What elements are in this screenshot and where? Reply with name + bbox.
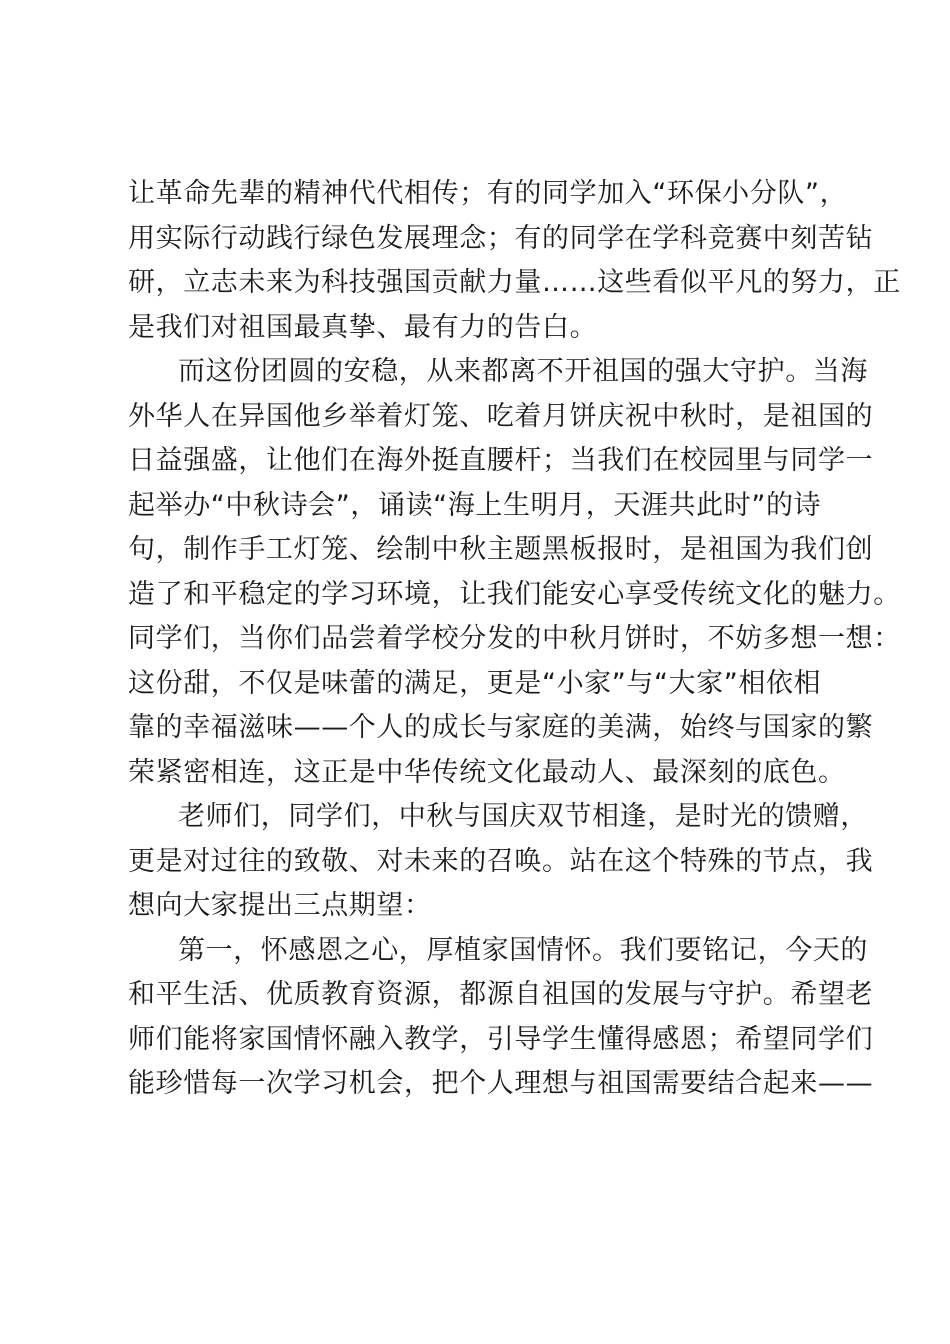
text-line: 这份甜，不仅是味蕾的满足，更是“小家”与“大家”相依相 <box>128 667 822 699</box>
text-line: 研，立志未来为科技强国贡献力量……这些看似平凡的努力，正 <box>128 267 901 298</box>
text-line: 让革命先辈的精神代代相传；有的同学加入“环保小分队”， <box>128 178 848 209</box>
text-line: 日益强盛，让他们在海外挺直腰杆；当我们在校园里与同学一 <box>128 445 874 476</box>
paragraph <box>128 929 874 1107</box>
text-line: 外华人在异国他乡举着灯笼、吃着月饼庆祝中秋时，是祖国的 <box>128 400 874 432</box>
paragraph <box>128 795 874 929</box>
text-line: 用实际行动践行绿色发展理念；有的同学在学科竞赛中刻苦钻 <box>128 222 874 254</box>
paragraph <box>128 350 901 795</box>
body-text <box>128 172 901 1107</box>
text-line: 和平生活、优质教育资源，都源自祖国的发展与守护。希望老 <box>128 979 874 1010</box>
text-line: 同学们，当你们品尝着学校分发的中秋月饼时，不妨多想一想： <box>128 623 901 654</box>
text-line: 师们能将家国情怀融入教学，引导学生懂得感恩；希望同学们 <box>128 1023 874 1055</box>
text-line: 更是对过往的致敬、对未来的召唤。站在这个特殊的节点，我 <box>128 845 874 877</box>
text-line: 造了和平稳定的学习环境，让我们能安心享受传统文化的魅力。 <box>128 578 901 610</box>
text-line: 能珍惜每一次学习机会，把个人理想与祖国需要结合起来—— <box>128 1068 874 1099</box>
paragraph <box>128 172 901 350</box>
text-line: 想向大家提出三点期望： <box>128 890 432 921</box>
text-line: 是我们对祖国最真挚、最有力的告白。 <box>128 311 598 343</box>
text-line: 而这份团圆的安稳，从来都离不开祖国的强大守护。当海 <box>178 356 868 387</box>
text-line: 第一，怀感恩之心，厚植家国情怀。我们要铭记，今天的 <box>178 934 868 966</box>
text-line: 老师们，同学们，中秋与国庆双节相逢，是时光的馈赠， <box>178 801 868 832</box>
text-line: 起举办“中秋诗会”，诵读“海上生明月，天涯共此时”的诗 <box>128 489 822 521</box>
text-line: 靠的幸福滋味——个人的成长与家庭的美满，始终与国家的繁 <box>128 712 874 743</box>
text-line: 句，制作手工灯笼、绘制中秋主题黑板报时，是祖国为我们创 <box>128 534 874 565</box>
text-line: 荣紧密相连，这正是中华传统文化最动人、最深刻的底色。 <box>128 756 846 788</box>
